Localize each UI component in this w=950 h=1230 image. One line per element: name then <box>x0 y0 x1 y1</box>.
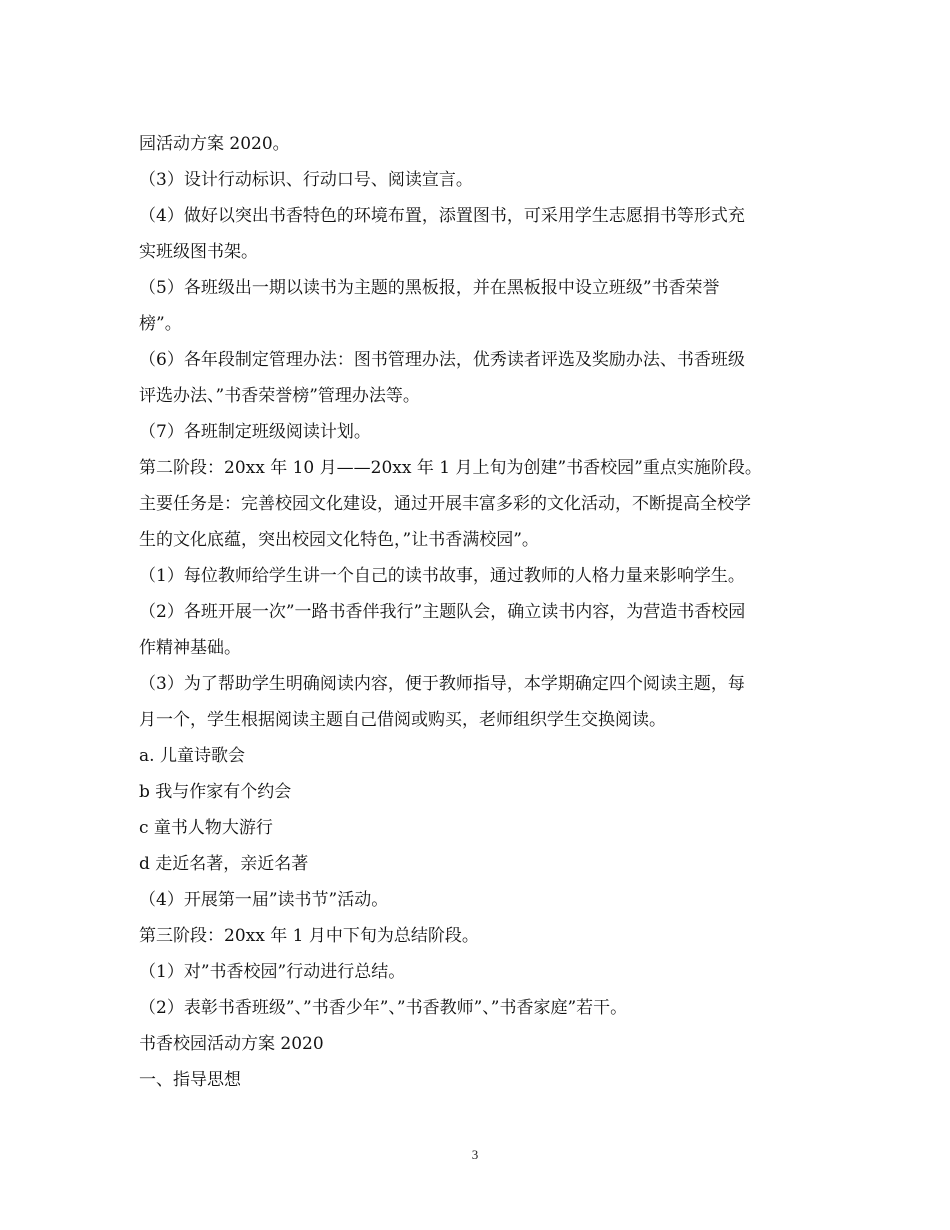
text-line: （4）开展第一届”读书节”活动。 <box>139 890 389 910</box>
list-item: a. 儿童诗歌会 <box>139 746 245 766</box>
page-number: 3 <box>471 1147 479 1162</box>
section-heading: 第三阶段：20xx 年 1 月中下旬为总结阶段。 <box>139 926 479 946</box>
text-line: 主要任务是：完善校园文化建设，通过开展丰富多彩的文化活动，不断提高全校学 <box>139 494 751 514</box>
text-line: 实班级图书架。 <box>139 242 258 262</box>
list-item: b 我与作家有个约会 <box>139 782 292 802</box>
text-line: 月一个，学生根据阅读主题自己借阅或购买，老师组织学生交换阅读。 <box>139 710 666 730</box>
text-line: （6）各年段制定管理办法：图书管理办法，优秀读者评选及奖励办法、书香班级 <box>139 350 745 370</box>
text-line: 生的文化底蕴，突出校园文化特色，”让书香满校园”。 <box>139 530 539 550</box>
list-item: d 走近名著，亲近名著 <box>139 854 309 874</box>
text-line: （3）为了帮助学生明确阅读内容，便于教师指导，本学期确定四个阅读主题，每 <box>139 674 745 694</box>
text-line: （5）各班级出一期以读书为主题的黑板报，并在黑板报中设立班级”书香荣誉 <box>139 278 720 298</box>
document-title: 书香校园活动方案 2020 <box>139 1034 324 1054</box>
text-line: （2）各班开展一次”一路书香伴我行”主题队会，确立读书内容，为营造书香校园 <box>139 602 746 622</box>
section-heading: 第二阶段：20xx 年 10 月——20xx 年 1 月上旬为创建”书香校园”重点实施阶段。 <box>139 458 762 478</box>
text-line: 园活动方案 2020。 <box>139 134 290 154</box>
section-heading: 一、指导思想 <box>139 1070 241 1090</box>
text-line: 作精神基础。 <box>139 638 241 658</box>
text-line: （1）对”书香校园”行动进行总结。 <box>139 962 406 982</box>
document-body <box>139 126 819 1098</box>
text-line: （3）设计行动标识、行动口号、阅读宣言。 <box>139 170 473 190</box>
list-item: c 童书人物大游行 <box>139 818 273 838</box>
text-line: （2）表彰书香班级”、”书香少年”、”书香教师”、”书香家庭”若干。 <box>139 998 628 1018</box>
text-line: （1）每位教师给学生讲一个自己的读书故事，通过教师的人格力量来影响学生。 <box>139 566 745 586</box>
text-line: 榜”。 <box>139 314 182 334</box>
text-line: （7）各班制定班级阅读计划。 <box>139 422 371 442</box>
text-line: 评选办法、”书香荣誉榜”管理办法等。 <box>139 386 420 406</box>
text-line: （4）做好以突出书香特色的环境布置，添置图书，可采用学生志愿捐书等形式充 <box>139 206 745 226</box>
